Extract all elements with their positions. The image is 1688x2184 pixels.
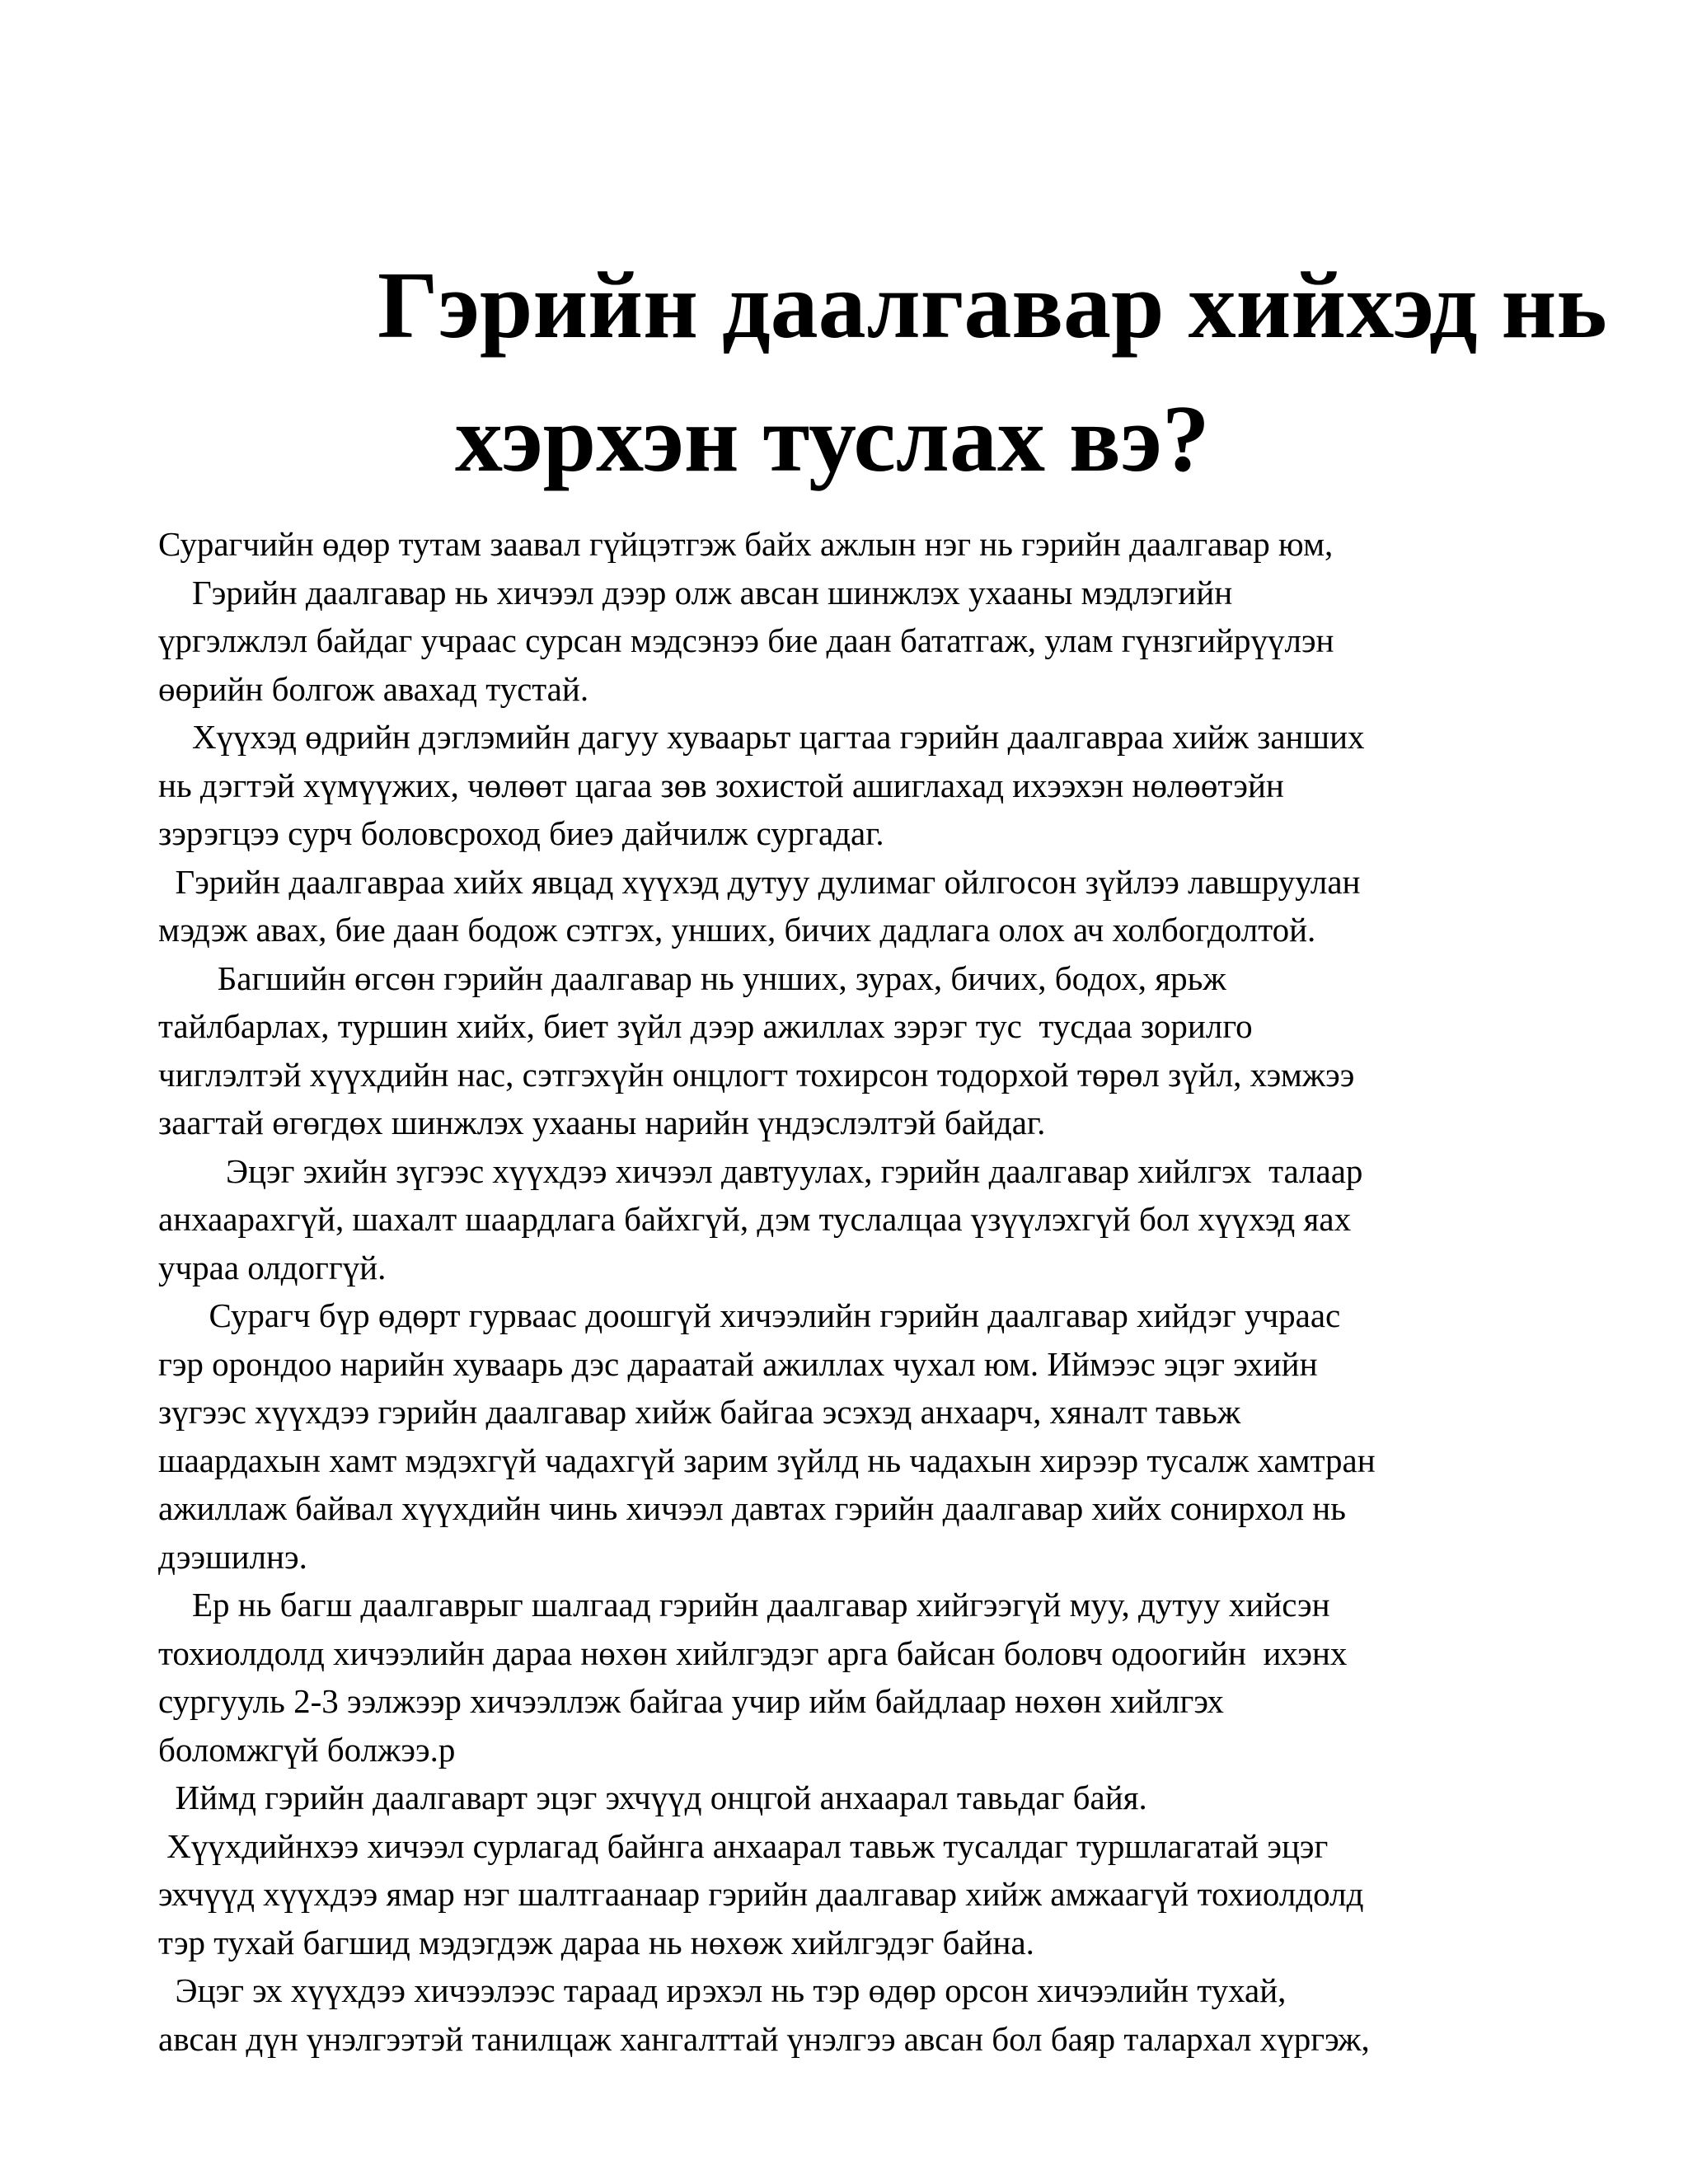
body-line: үргэлжлэл байдаг учраас сурсан мэдсэнээ бие даан бататгаж, улам гүнзгийрүүлэн [158,621,1334,659]
body-line: нь дэгтэй хүмүүжих, чөлөөт цагаа зөв зохистой ашиглахад ихээхэн нөлөөтэйн [158,766,1284,804]
body-line: ажиллаж байвал хүүхдийн чинь хичээл давтах гэрийн даалгавар хийх сонирхол нь [158,1489,1346,1527]
body-line: зэрэгцээ сурч боловсроход биеэ дайчилж сургадаг. [158,814,884,852]
body-line: Эцэг эх хүүхдээ хичээлээс тараад ирэхэл нь тэр өдөр орсон хичээлийн тухай, [158,1971,1287,2009]
body-line: Хүүхэд өдрийн дэглэмийн дагуу хуваарьт цагтаа гэрийн даалгавраа хийж занших [158,718,1365,756]
body-line: тайлбарлах, туршин хийх, биет зүйл дээр ажиллах зэрэг тус тусдаа зорилго [158,1007,1253,1045]
page-title-line-1: Гэрийн даалгавар хийхэд нь [377,253,1607,359]
body-line: шаардахын хамт мэдэхгүй чадахгүй зарим зүйлд нь чадахын хирээр тусалж хамтран [158,1441,1376,1479]
body-line: Сурагч бүр өдөрт гурваас доошгүй хичээлийн гэрийн даалгавар хийдэг учраас [158,1296,1341,1334]
body-line: мэдэж авах, бие даан бодож сэтгэх, унших, бичих дадлага олох ач холбогдолтой. [158,911,1316,949]
body-line: Эцэг эхийн зүгээс хүүхдээ хичээл давтуулах, гэрийн даалгавар хийлгэх талаар [158,1151,1363,1190]
body-line: тэр тухай багшид мэдэгдэж дараа нь нөхөж хийлгэдэг байна. [158,1923,1034,1961]
body-line: Гэрийн даалгавраа хийх явцад хүүхэд дутуу дулимаг ойлгосон зүйлээ лавшруулан [158,862,1361,901]
body-line: чиглэлтэй хүүхдийн нас, сэтгэхүйн онцлогт тохирсон тодорхой төрөл зүйл, хэмжээ [158,1055,1355,1094]
body-line: Гэрийн даалгавар нь хичээл дээр олж авсан шинжлэх ухааны мэдлэгийн [158,573,1233,612]
body-line: анхаарахгүй, шахалт шаардлага байхгүй, дэм туслалцаа үзүүлэхгүй бол хүүхэд яах [158,1200,1352,1238]
page-title-line-2: хэрхэн туслах вэ? [455,387,1210,492]
body-line: гэр орондоо нарийн хуваарь дэс дараатай ажиллах чухал юм. Иймээс эцэг эхийн [158,1344,1318,1383]
body-line: заагтай өгөгдөх шинжлэх ухааны нарийн үндэслэлтэй байдаг. [158,1104,1046,1141]
document-body [158,520,1559,2063]
body-line: Иймд гэрийн даалгаварт эцэг эхчүүд онцгой анхаарал тавьдаг байя. [158,1779,1147,1816]
body-line: зүгээс хүүхдээ гэрийн даалгавар хийж байгаа эсэхэд анхаарч, хяналт тавьж [158,1393,1241,1431]
body-line: Сурагчийн өдөр тутам заавал гүйцэтгэж байх ажлын нэг нь гэрийн даалгавар юм, [158,525,1334,563]
body-line: авсан дүн үнэлгээтэй танилцаж хангалттай үнэлгээ авсан бол баяр талархал хүргэж, [158,2019,1370,2058]
body-line: боломжгүй болжээ.р [158,1730,456,1769]
body-line: Хүүхдийнхээ хичээл сурлагад байнга анхаарал тавьж тусалдаг туршлагатай эцэг [158,1826,1329,1865]
body-line: эхчүүд хүүхдээ ямар нэг шалтгаанаар гэрийн даалгавар хийж амжаагүй тохиолдолд [158,1875,1364,1913]
body-line: сургууль 2-3 ээлжээр хичээллэж байгаа учир ийм байдлаар нөхөн хийлгэх [158,1682,1224,1720]
body-line: учраа олдоггүй. [158,1248,387,1286]
body-line: тохиолдолд хичээлийн дараа нөхөн хийлгэдэг арга байсан боловч одоогийн ихэнх [158,1633,1348,1672]
body-line: өөрийн болгож авахад тустай. [158,669,589,708]
body-line: дээшилнэ. [158,1537,307,1576]
body-line: Багшийн өгсөн гэрийн даалгавар нь унших, зурах, бичих, бодох, ярьж [158,958,1226,997]
body-line: Ер нь багш даалгаврыг шалгаад гэрийн даалгавар хийгээгүй муу, дутуу хийсэн [158,1586,1330,1624]
